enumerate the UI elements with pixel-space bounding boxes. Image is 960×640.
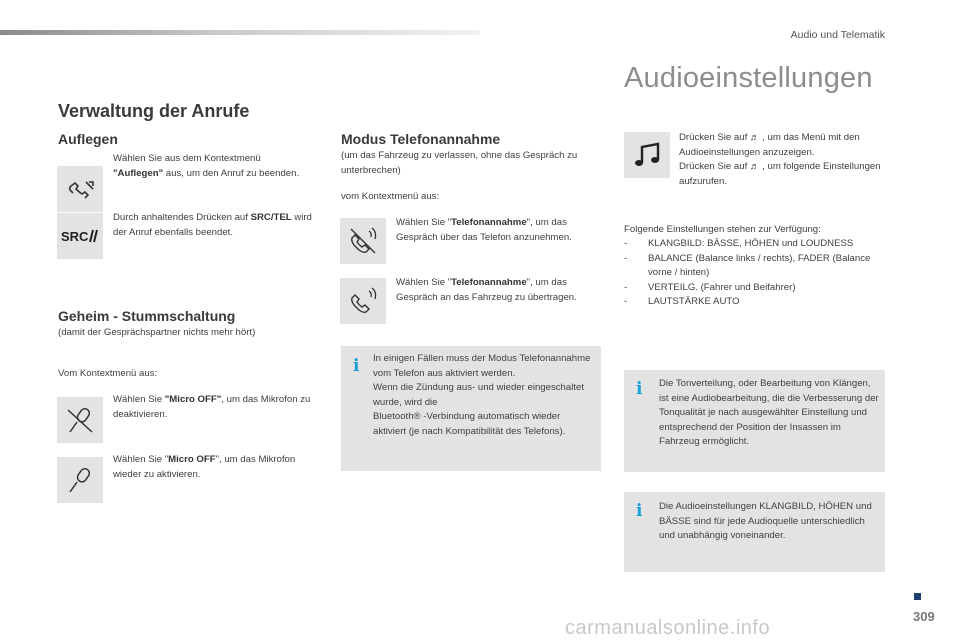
handset-context-menu-text: vom Kontextmenü aus:: [341, 191, 440, 202]
hangup-step2: Durch anhaltendes Drücken auf SRC/TEL wird der Anruf ebenfalls beendet.: [113, 212, 312, 238]
audio-step-text: Drücken Sie auf ♬ , um das Menü mit den Audioeinstellungen anzuzeigen. Drücken Sie auf ♬ , um folgende Einstellungen aufzurufen.: [679, 132, 881, 187]
handset-step1: Wählen Sie "Telefonannahme", um das Gespräch über das Telefon anzunehmen.: [396, 217, 572, 243]
handset-info-text: In einigen Fällen muss der Modus Telefonannahme vom Telefon aus aktiviert werden. Wenn die Zündung aus- und wieder eingeschaltet wurde, wird die Bluetooth® -Verbindung automatisch wieder aktiviert (je nach Kompatibilität des Telefons).: [373, 353, 591, 437]
mute-subtitle: (damit der Gesprächspartner nichts mehr hört): [58, 327, 256, 338]
svg-text:SRC: SRC: [61, 229, 89, 244]
handset-step2: Wählen Sie "Telefonannahme", um das Gespräch an das Fahrzeug zu übertragen.: [396, 277, 577, 303]
src-tel-button-icon: [57, 213, 103, 259]
info-icon: i: [353, 356, 360, 376]
mute-heading: Geheim - Stummschaltung: [58, 308, 236, 324]
audio-info-box-1: [624, 370, 885, 472]
handset-to-phone-icon: [340, 218, 386, 264]
page-title: Audioeinstellungen: [624, 62, 873, 94]
watermark: carmanualsonline.info: [565, 617, 771, 639]
mute-step1: Wählen Sie "Micro OFF", um das Mikrofon zu deaktivieren.: [113, 394, 311, 420]
info-icon: i: [636, 501, 643, 521]
handset-mode-heading: Modus Telefonannahme: [341, 131, 501, 147]
section-title: Audio und Telematik: [790, 29, 885, 41]
header-gradient-bar: [0, 30, 480, 35]
handset-mode-subtitle: (um das Fahrzeug zu verlassen, ohne das Gespräch zu unterbrechen): [341, 150, 578, 176]
hangup-icon: [57, 166, 103, 212]
audio-settings-list: [624, 237, 889, 310]
audio-info-box-2: [624, 492, 885, 572]
audio-info-text-2: Die Audioeinstellungen KLANGBILD, HÖHEN und BÄSSE sind für jede Audioquelle unterschiedlich und unabhängig voneinander.: [659, 501, 872, 541]
info-icon: i: [636, 379, 643, 399]
audio-info-text-1: Die Tonverteilung, oder Bearbeitung von Klängen, ist eine Audiobearbeitung, die die Verbesserung der Tonqualität je nach ausgewählter Einstellung und entsprechend der Position der Insassen im Fahrzeug ermöglicht.: [659, 378, 879, 447]
mic-on-icon: [57, 457, 103, 503]
list-item: - VERTEILG. (Fahrer und Beifahrer): [624, 281, 889, 296]
mute-step2: Wählen Sie "Micro OFF", um das Mikrofon wieder zu aktivieren.: [113, 454, 296, 480]
handset-down-icon: [63, 174, 97, 204]
handset-to-car-icon: [340, 278, 386, 324]
list-item: - BALANCE (Balance links / rechts), FADER (Balance vorne / hinten): [624, 252, 889, 281]
hangup-step1: Wählen Sie aus dem Kontextmenü "Auflegen" aus, um den Anruf zu beenden.: [113, 153, 300, 179]
list-item: - LAUTSTÄRKE AUTO: [624, 295, 889, 310]
music-note-icon: [624, 132, 670, 178]
hangup-heading: Auflegen: [58, 131, 118, 147]
page-marker-square: [914, 593, 921, 600]
handset-info-box: [341, 346, 601, 471]
page-number: 309: [913, 609, 935, 624]
list-item: - KLANGBILD: BÄSSE, HÖHEN und LOUDNESS: [624, 237, 889, 252]
audio-settings-intro: Folgende Einstellungen stehen zur Verfügung:: [624, 224, 821, 235]
mic-off-icon: [57, 397, 103, 443]
calls-heading: Verwaltung der Anrufe: [58, 101, 250, 121]
mute-context-menu-text: Vom Kontextmenü aus:: [58, 368, 158, 379]
